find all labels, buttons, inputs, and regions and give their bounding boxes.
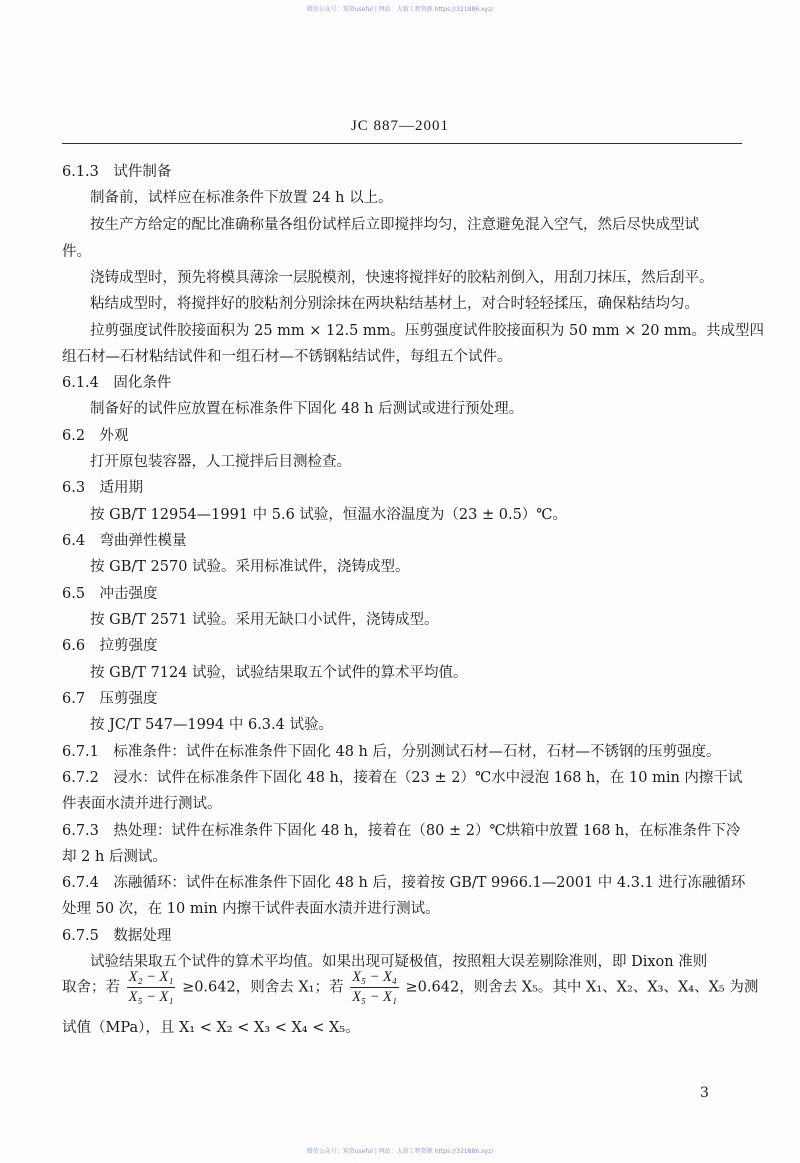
paragraph-line: 组石材—石材粘结试件和一组石材—不锈钢粘结试件，每组五个试件。: [62, 349, 512, 365]
paragraph-line: 6.7.3 热处理：试件在标准条件下固化 48 h，接着在（80 ± 2）℃烘箱中放置 168 h，在标准条件下冷: [62, 823, 741, 839]
formula-line: [62, 968, 758, 1007]
section-heading: 6.3 适用期: [62, 480, 144, 496]
paragraph-line: 制备前，试样应在标准条件下放置 24 h 以上。: [90, 190, 393, 206]
formula-text: ≥0.642，则舍去 X₅。其中 X₁、X₂、X₃、X₄、X₅ 为测: [405, 979, 759, 996]
formula-text: ≥0.642，则舍去 X₁；若: [182, 979, 344, 996]
paragraph-line: 处理 50 次，在 10 min 内擦干试件表面水渍并进行测试。: [62, 901, 440, 917]
fraction-denominator: X₅ − X₁: [128, 989, 174, 1005]
paragraph-line: 试验结果取五个试件的算术平均值。如果出现可疑极值，按照粗大误差剔除准则，即 Dixon 准则: [90, 954, 708, 970]
paragraph-line: 件。: [62, 244, 91, 260]
paragraph-line: 件表面水渍并进行测试。: [62, 796, 222, 812]
paragraph-line: 按 GB/T 2570 试验。采用标准试件，浇铸成型。: [90, 559, 410, 575]
section-heading: 6.4 弯曲弹性模量: [62, 533, 187, 549]
fraction-2: [350, 968, 399, 1007]
watermark-top: 微信公众号：筑资useful | 网站：大新工程资源 https://321886.xyz/: [306, 6, 494, 13]
fraction-numerator: X₂ − X₁: [127, 968, 176, 988]
fraction-numerator: X₅ − X₄: [350, 968, 399, 988]
paragraph-line: 按 GB/T 12954—1991 中 5.6 试验，恒温水浴温度为（23 ± 0.5）℃。: [90, 507, 568, 523]
paragraph-line: 按 GB/T 2571 试验。采用无缺口小试件，浇铸成型。: [90, 612, 439, 628]
section-heading: 6.7 压剪强度: [62, 691, 158, 707]
watermark-bottom: 微信公众号：筑资useful | 网站：大新工程资源 https://321886.xyz/: [306, 1148, 494, 1155]
paragraph-line: 浇铸成型时，预先将模具薄涂一层脱模剂，快速将搅拌好的胶粘剂倒入，用刮刀抹压，然后刮平。: [90, 270, 714, 286]
paragraph-line: 试值（MPa），且 X₁ < X₂ < X₃ < X₄ < X₅。: [62, 1020, 360, 1036]
section-heading: 6.1.4 固化条件: [62, 375, 172, 391]
header-rule: [62, 143, 742, 144]
paragraph-line: 却 2 h 后测试。: [62, 849, 167, 865]
paragraph-line: 按生产方给定的配比准确称量各组份试样后立即搅拌均匀，注意避免混入空气，然后尽快成型试: [90, 217, 699, 233]
section-heading: 6.2 外观: [62, 428, 129, 444]
fraction-denominator: X₅ − X₁: [352, 989, 397, 1005]
paragraph-line: 按 GB/T 7124 试验，试验结果取五个试件的算术平均值。: [90, 665, 468, 681]
paragraph-line: 打开原包装容器，人工搅拌后目测检查。: [90, 454, 351, 470]
section-heading: 6.7.5 数据处理: [62, 928, 172, 944]
standard-header: JC 887—2001: [350, 118, 450, 134]
fraction-1: [127, 968, 176, 1007]
formula-text: 取舍；若: [62, 979, 120, 996]
paragraph-line: 6.7.2 浸水：试件在标准条件下固化 48 h，接着在（23 ± 2）℃水中浸泡 168 h，在 10 min 内擦干试: [62, 770, 743, 786]
paragraph-line: 制备好的试件应放置在标准条件下固化 48 h 后测试或进行预处理。: [90, 401, 524, 417]
paragraph-line: 6.7.4 冻融循环：试件在标准条件下固化 48 h 后，接着按 GB/T 9966.1—2001 中 4.3.1 进行冻融循环: [62, 875, 746, 891]
paragraph-line: 粘结成型时，将搅拌好的胶粘剂分别涂抹在两块粘结基材上，对合时轻轻揉压，确保粘结均匀。: [90, 296, 699, 312]
paragraph-line: 拉剪强度试件胶接面积为 25 mm × 12.5 mm。压剪强度试件胶接面积为 50 mm × 20 mm。共成型四: [90, 323, 765, 339]
page-number: 3: [700, 1085, 709, 1101]
section-heading: 6.5 冲击强度: [62, 586, 158, 602]
paragraph-line: 6.7.1 标准条件：试件在标准条件下固化 48 h 后，分别测试石材—石材，石材—不锈钢的压剪强度。: [62, 744, 721, 760]
section-heading: 6.6 拉剪强度: [62, 638, 158, 654]
paragraph-line: 按 JC/T 547—1994 中 6.3.4 试验。: [90, 717, 333, 733]
section-heading: 6.1.3 试件制备: [62, 164, 172, 180]
